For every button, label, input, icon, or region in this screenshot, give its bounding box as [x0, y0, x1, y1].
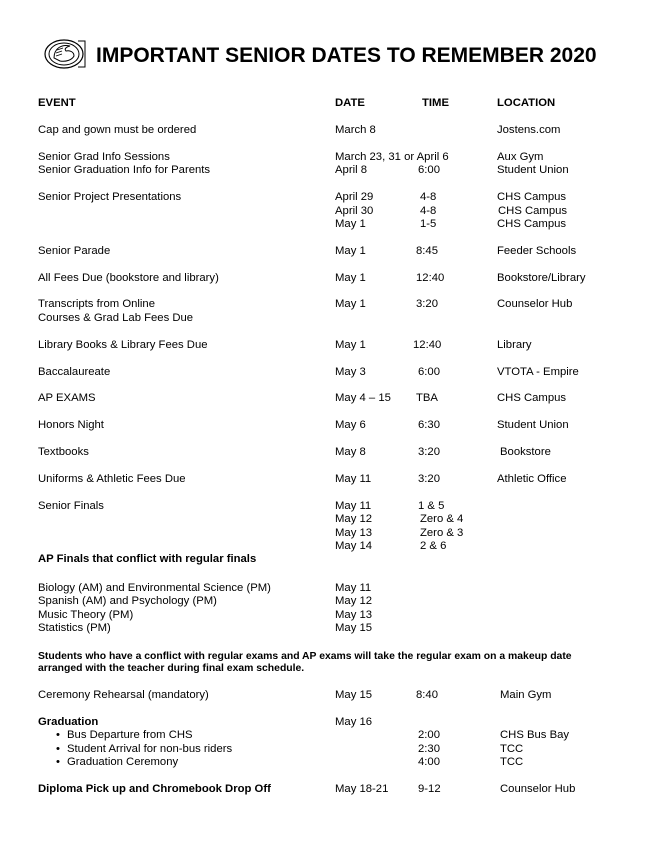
event-cell: All Fees Due (bookstore and library)	[38, 272, 219, 284]
time-cell: 4-8	[420, 205, 437, 217]
location-cell: Bookstore	[500, 446, 551, 458]
date-cell: May 1	[335, 218, 366, 230]
location-cell: CHS Bus Bay	[500, 729, 570, 741]
date-cell: May 14	[335, 540, 373, 552]
location-cell: Athletic Office	[497, 473, 567, 485]
graduation-date: May 16	[335, 716, 373, 728]
ap-date-cell: May 15	[335, 622, 373, 634]
time-cell: 12:40	[413, 339, 442, 351]
date-cell: May 1	[335, 339, 366, 351]
date-cell: May 13	[335, 527, 373, 539]
time-cell: 6:30	[418, 419, 440, 431]
date-cell: May 15	[335, 689, 373, 701]
date-cell: May 1	[335, 298, 366, 310]
graduation-heading: Graduation	[38, 716, 99, 728]
date-cell: April 8	[335, 164, 368, 176]
time-cell: 6:00	[418, 366, 440, 378]
date-cell: March 23, 31 or April 6	[335, 151, 449, 163]
event-cell: Senior Finals	[38, 500, 104, 512]
location-cell: Jostens.com	[497, 124, 561, 136]
location-cell: CHS Campus	[497, 191, 567, 203]
date-cell: May 11	[335, 500, 372, 512]
date-cell: May 1	[335, 245, 366, 257]
ap-conflict-note-line2: arranged with the teacher during final exam schedule.	[38, 663, 305, 674]
date-cell: March 8	[335, 124, 376, 136]
ap-date-cell: May 11	[335, 582, 372, 594]
time-cell: 1-5	[420, 218, 437, 230]
location-cell: Library	[497, 339, 532, 351]
location-cell: CHS Campus	[497, 218, 567, 230]
ap-event-cell: Music Theory (PM)	[38, 609, 134, 621]
school-mascot-logo-icon	[44, 38, 86, 70]
time-cell: 8:40	[416, 689, 438, 701]
event-cell: Senior Parade	[38, 245, 111, 257]
event-cell: Senior Grad Info Sessions	[38, 151, 170, 163]
date-cell: May 6	[335, 419, 366, 431]
location-cell: CHS Campus	[498, 205, 568, 217]
ap-conflict-note-line1: Students who have a conflict with regular exams and AP exams will take the regular exam on a makeup date	[38, 651, 572, 662]
column-header-time: TIME	[422, 97, 449, 109]
date-cell: May 8	[335, 446, 366, 458]
location-cell: Counselor Hub	[497, 298, 573, 310]
diploma-event: Diploma Pick up and Chromebook Drop Off	[38, 783, 271, 795]
date-cell: April 29	[335, 191, 374, 203]
time-cell: 4:00	[418, 756, 440, 768]
time-cell: 12:40	[416, 272, 445, 284]
event-cell: Textbooks	[38, 446, 89, 458]
ap-event-cell: Biology (AM) and Environmental Science (PM)	[38, 582, 271, 594]
location-cell: Student Union	[497, 419, 569, 431]
date-cell: May 11	[335, 473, 372, 485]
location-cell: TCC	[500, 743, 524, 755]
event-cell: AP EXAMS	[38, 392, 96, 404]
time-cell: 4-8	[420, 191, 437, 203]
location-cell: Student Union	[497, 164, 569, 176]
date-cell: May 3	[335, 366, 366, 378]
time-cell: 8:45	[416, 245, 438, 257]
location-cell: Aux Gym	[497, 151, 544, 163]
date-cell: May 12	[335, 513, 373, 525]
event-cell: Baccalaureate	[38, 366, 111, 378]
location-cell: Main Gym	[500, 689, 552, 701]
ap-finals-heading: AP Finals that conflict with regular finals	[38, 553, 257, 565]
time-cell: 3:20	[418, 473, 440, 485]
column-header-date: DATE	[335, 97, 365, 109]
location-cell: VTOTA - Empire	[497, 366, 579, 378]
time-cell: Zero & 4	[420, 513, 464, 525]
date-cell: April 30	[335, 205, 374, 217]
ap-event-cell: Statistics (PM)	[38, 622, 111, 634]
location-cell: TCC	[500, 756, 524, 768]
event-cell: Uniforms & Athletic Fees Due	[38, 473, 186, 485]
location-cell: Bookstore/Library	[497, 272, 586, 284]
time-cell: 3:20	[418, 446, 440, 458]
time-cell: 6:00	[418, 164, 440, 176]
time-cell: 1 & 5	[418, 500, 445, 512]
time-cell: 2:30	[418, 743, 440, 755]
time-cell: 9-12	[418, 783, 441, 795]
event-cell: Library Books & Library Fees Due	[38, 339, 208, 351]
date-cell: May 4 – 15	[335, 392, 391, 404]
event-cell: Honors Night	[38, 419, 104, 431]
ap-event-cell: Spanish (AM) and Psychology (PM)	[38, 595, 217, 607]
date-cell: May 18-21	[335, 783, 389, 795]
time-cell: Zero & 3	[420, 527, 464, 539]
page-title: IMPORTANT SENIOR DATES TO REMEMBER 2020	[96, 44, 597, 67]
time-cell: 3:20	[416, 298, 438, 310]
time-cell: 2 & 6	[420, 540, 447, 552]
event-cell: Cap and gown must be ordered	[38, 124, 197, 136]
event-cell: Senior Graduation Info for Parents	[38, 164, 211, 176]
event-cell: Ceremony Rehearsal (mandatory)	[38, 689, 209, 701]
time-cell: 2:00	[418, 729, 440, 741]
time-cell: TBA	[416, 392, 438, 404]
graduation-item: • Bus Departure from CHS	[67, 729, 193, 742]
column-header-location: LOCATION	[497, 97, 556, 109]
location-cell: CHS Campus	[497, 392, 567, 404]
graduation-item: • Graduation Ceremony	[67, 756, 178, 769]
event-cell: Senior Project Presentations	[38, 191, 182, 203]
event-cell: Courses & Grad Lab Fees Due	[38, 312, 194, 324]
location-cell: Feeder Schools	[497, 245, 577, 257]
ap-date-cell: May 12	[335, 595, 373, 607]
event-cell: Transcripts from Online	[38, 298, 155, 310]
ap-date-cell: May 13	[335, 609, 373, 621]
column-header-event: EVENT	[38, 97, 76, 109]
graduation-item: • Student Arrival for non-bus riders	[67, 743, 232, 756]
date-cell: May 1	[335, 272, 366, 284]
location-cell: Counselor Hub	[500, 783, 576, 795]
